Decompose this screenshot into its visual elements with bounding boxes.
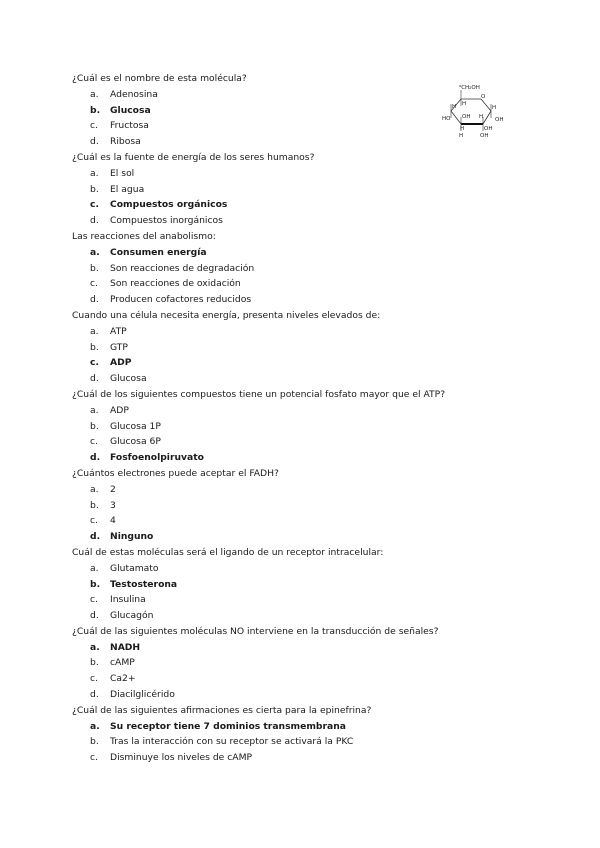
ch2oh-label: ⁶CH₂OH	[459, 85, 480, 91]
option-text-correct: ADP	[110, 357, 132, 369]
answer-option	[72, 750, 542, 766]
option-text-correct: Ninguno	[110, 531, 154, 543]
answer-option	[72, 261, 542, 277]
option-letter: d.	[90, 373, 99, 385]
answer-option	[72, 197, 542, 213]
option-text: Tras la interacción con su receptor se activará la PKC	[110, 736, 354, 748]
answer-option	[72, 561, 542, 577]
option-letter: c.	[90, 673, 98, 685]
option-letter: b.	[90, 736, 99, 748]
option-letter: c.	[90, 752, 98, 764]
h-c1-label: H	[492, 105, 497, 111]
option-text-correct: Fosfoenolpiruvato	[110, 452, 204, 464]
option-text: Glutamato	[110, 562, 159, 574]
answer-option	[72, 403, 542, 419]
answer-option	[72, 687, 542, 703]
option-text: Producen cofactores reducidos	[110, 294, 252, 306]
answer-option	[72, 577, 542, 593]
option-letter: a.	[90, 88, 99, 100]
question-text: ¿Cuántos electrones puede aceptar el FADH?	[72, 467, 279, 479]
h-c4-label: H	[452, 104, 457, 110]
option-letter: d.	[90, 531, 101, 543]
quiz-document	[72, 71, 542, 766]
option-text: Glucagón	[110, 610, 154, 622]
question-text: Cuando una célula necesita energía, presenta niveles elevados de:	[72, 309, 381, 321]
answer-option	[72, 340, 542, 356]
option-text-correct: Compuestos orgánicos	[110, 199, 228, 211]
option-text: 3	[110, 499, 116, 511]
ho-c4-label: HO	[442, 116, 451, 122]
answer-option	[72, 529, 542, 545]
option-letter: a.	[90, 483, 99, 495]
option-text: Son reacciones de oxidación	[110, 278, 241, 290]
option-text: Ca2+	[110, 673, 136, 685]
answer-option	[72, 182, 542, 198]
option-letter: a.	[90, 562, 99, 574]
option-letter: b.	[90, 104, 101, 116]
option-letter: b.	[90, 420, 99, 432]
oh-c1-label: OH	[495, 117, 504, 123]
option-text: cAMP	[110, 657, 135, 669]
h-c3-mid-label: H	[460, 126, 465, 132]
option-text: ADP	[110, 404, 129, 416]
option-letter: a.	[90, 641, 100, 653]
option-letter: c.	[90, 120, 98, 132]
option-text: Compuestos inorgánicos	[110, 215, 223, 227]
question-text: ¿Cuál de las siguientes afirmaciones es cierta para la epinefrina?	[72, 704, 372, 716]
answer-option	[72, 513, 542, 529]
answer-option	[72, 419, 542, 435]
option-letter: d.	[90, 136, 99, 148]
question-text: Cuál de estas moléculas será el ligando de un receptor intracelular:	[72, 546, 384, 558]
option-letter: d.	[90, 689, 99, 701]
answer-option	[72, 671, 542, 687]
option-text: Insulina	[110, 594, 146, 606]
option-letter: a.	[90, 720, 100, 732]
answer-option	[72, 434, 542, 450]
option-letter: b.	[90, 183, 99, 195]
option-letter: c.	[90, 594, 98, 606]
h-c2-label: H	[479, 114, 484, 120]
answer-option	[72, 276, 542, 292]
option-letter: d.	[90, 215, 99, 227]
option-letter: c.	[90, 515, 98, 527]
h-c3-low-label: H	[459, 133, 464, 139]
answer-option	[72, 292, 542, 308]
option-letter: d.	[90, 452, 101, 464]
option-letter: b.	[90, 578, 101, 590]
option-text: Glucosa 6P	[110, 436, 161, 448]
option-text: El agua	[110, 183, 145, 195]
option-letter: d.	[90, 294, 99, 306]
option-letter: c.	[90, 199, 99, 211]
answer-option	[72, 324, 542, 340]
option-text-correct: NADH	[110, 641, 141, 653]
answer-option	[72, 498, 542, 514]
oh-c2-mid-label: OH	[484, 126, 493, 132]
option-letter: d.	[90, 610, 99, 622]
option-letter: a.	[90, 246, 100, 258]
answer-option	[72, 371, 542, 387]
option-letter: b.	[90, 657, 99, 669]
answer-option	[72, 608, 542, 624]
answer-option	[72, 734, 542, 750]
option-letter: b.	[90, 499, 99, 511]
oh-c2-low-label: OH	[480, 133, 489, 139]
question-text: ¿Cuál es la fuente de energía de los seres humanos?	[72, 151, 315, 163]
option-text: Diacilglicérido	[110, 689, 175, 701]
option-text: GTP	[110, 341, 128, 353]
option-letter: b.	[90, 262, 99, 274]
option-text: Adenosina	[110, 88, 158, 100]
option-text-correct: Testosterona	[110, 578, 178, 590]
option-letter: c.	[90, 436, 98, 448]
option-text: Glucosa	[110, 373, 147, 385]
glucose-structure-diagram	[439, 80, 511, 146]
option-letter: a.	[90, 167, 99, 179]
question-text: ¿Cuál de los siguientes compuestos tiene un potencial fosfato mayor que el ATP?	[72, 388, 446, 400]
option-text-correct: Glucosa	[110, 104, 151, 116]
option-text: Glucosa 1P	[110, 420, 161, 432]
answer-option	[72, 245, 542, 261]
option-text: ATP	[110, 325, 127, 337]
answer-option	[72, 592, 542, 608]
answer-option	[72, 640, 542, 656]
answer-option	[72, 482, 542, 498]
option-text: Ribosa	[110, 136, 141, 148]
answer-option	[72, 655, 542, 671]
option-letter: a.	[90, 404, 99, 416]
option-text: Son reacciones de degradación	[110, 262, 255, 274]
answer-option	[72, 166, 542, 182]
option-letter: c.	[90, 357, 99, 369]
ring-oxygen-label: O	[481, 94, 486, 100]
question-text: ¿Cuál es el nombre de esta molécula?	[72, 73, 247, 84]
option-text-correct: Consumen energía	[110, 246, 207, 258]
option-text: Disminuye los niveles de cAMP	[110, 752, 253, 764]
option-text-correct: Su receptor tiene 7 dominios transmembrana	[110, 720, 346, 732]
answer-option	[72, 355, 542, 371]
option-text: 4	[110, 515, 116, 527]
answer-option	[72, 213, 542, 229]
option-text: 2	[110, 483, 116, 495]
answer-option	[72, 450, 542, 466]
option-text: Fructosa	[110, 120, 149, 132]
option-letter: a.	[90, 325, 99, 337]
question-text: Las reacciones del anabolismo:	[72, 230, 216, 242]
question-text: ¿Cuál de las siguientes moléculas NO interviene en la transducción de señales?	[72, 625, 439, 637]
oh-c3-label: OH	[462, 114, 471, 120]
answer-option	[72, 719, 542, 735]
option-letter: c.	[90, 278, 98, 290]
option-letter: b.	[90, 341, 99, 353]
option-text: El sol	[110, 167, 135, 179]
h-c5-label: H	[462, 101, 467, 107]
